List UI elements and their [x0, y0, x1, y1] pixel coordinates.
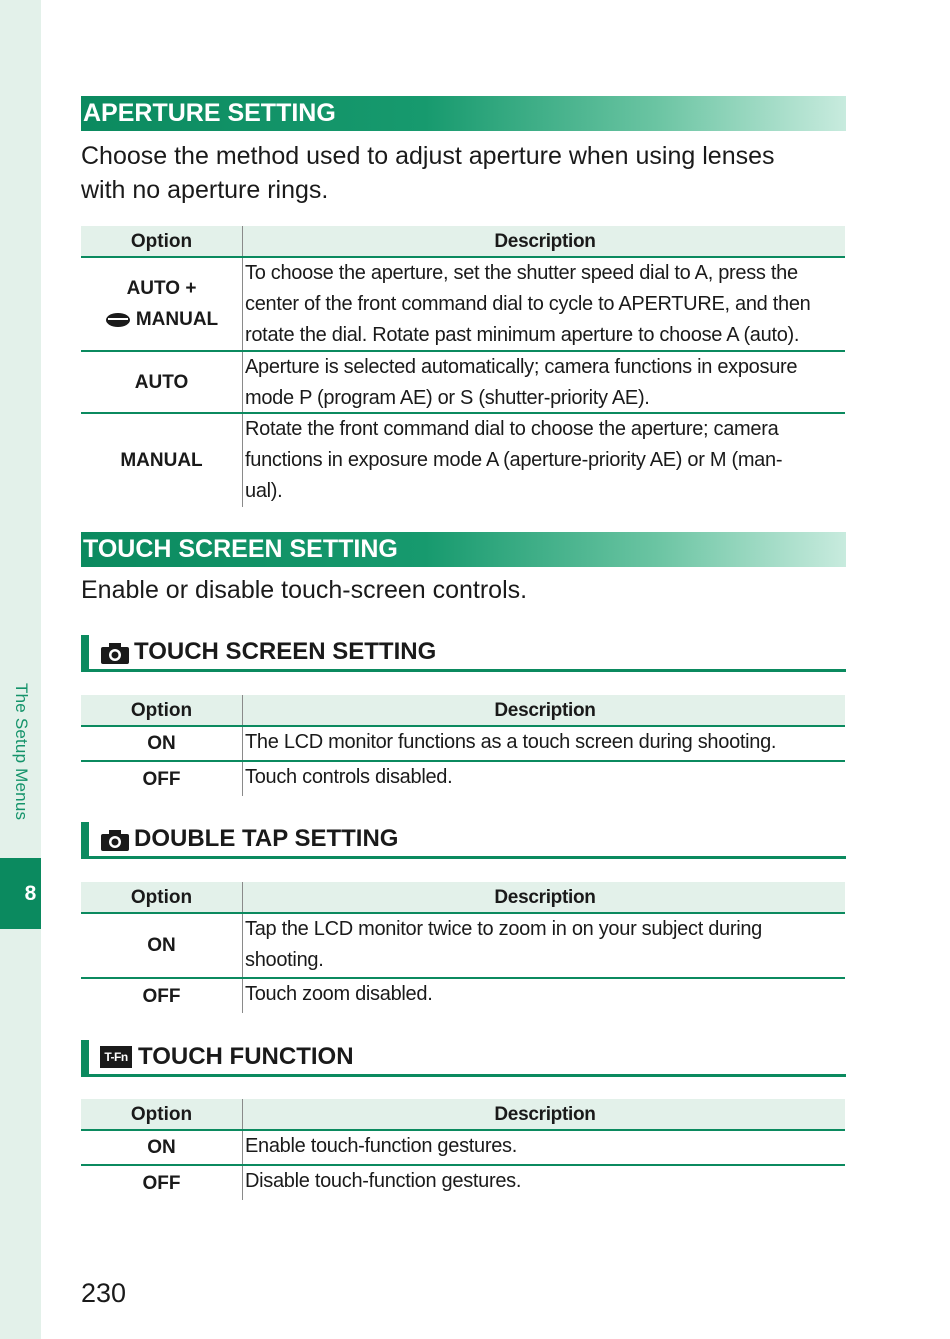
desc-line: center of the front command dial to cycle to APERTURE, and then [245, 293, 811, 315]
col-description-header: Description [494, 699, 596, 721]
table-row [81, 979, 845, 1013]
option-cell: ON [81, 914, 243, 977]
table-row [81, 914, 845, 979]
aperture-intro [81, 139, 846, 207]
page-number: 230 [81, 1278, 127, 1308]
description-cell: Touch zoom disabled. [245, 983, 433, 1005]
option-cell: ON [81, 1131, 243, 1164]
camera-icon [100, 828, 130, 852]
table-header-row [81, 226, 845, 258]
option-cell: AUTO [81, 352, 243, 412]
desc-line: rotate the dial. Rotate past minimum aperture to choose A (auto). [245, 324, 800, 346]
subsection-bar [81, 635, 89, 669]
option-cell: OFF [81, 1166, 243, 1200]
option-cell: OFF [81, 762, 243, 796]
subsection-title: DOUBLE TAP SETTING [134, 825, 399, 852]
description-cell: Disable touch-function gestures. [245, 1170, 522, 1192]
table-row [81, 352, 845, 414]
touch-intro: Enable or disable touch-screen controls. [81, 576, 528, 604]
table-row [81, 762, 845, 796]
table-header-row [81, 695, 845, 727]
camera-icon [100, 641, 130, 665]
col-option-header: Option [81, 1099, 243, 1129]
chapter-number: 8 [0, 858, 41, 929]
touch-function-icon: T-Fn [100, 1046, 132, 1068]
desc-line: shooting. [245, 949, 324, 971]
option-cell: OFF [81, 979, 243, 1013]
subsection-header-touch-function [81, 1040, 846, 1077]
description-cell [243, 414, 845, 507]
table-header-row [81, 882, 845, 914]
table-row [81, 1166, 845, 1200]
description-cell: Enable touch-function gestures. [245, 1135, 517, 1157]
col-description-header: Description [494, 230, 596, 252]
aperture-intro-line-2: with no aperture rings. [81, 176, 329, 204]
subsection-title: TOUCH FUNCTION [138, 1043, 354, 1070]
desc-line: Rotate the front command dial to choose the aperture; camera [245, 418, 779, 440]
option-cell: ON [81, 727, 243, 760]
col-option-header: Option [81, 882, 243, 912]
subsection-bar [81, 822, 89, 856]
subsection-header-touch-screen [81, 635, 846, 672]
col-description-header: Description [494, 1103, 596, 1125]
desc-line: functions in exposure mode A (aperture-priority AE) or M (man- [245, 449, 783, 471]
desc-line: Tap the LCD monitor twice to zoom in on your subject during [245, 918, 763, 940]
table-row [81, 727, 845, 762]
desc-line: mode P (program AE) or S (shutter-priority AE). [245, 387, 650, 409]
aperture-setting-header: APERTURE SETTING [81, 96, 846, 131]
description-cell [243, 914, 845, 977]
description-cell: Touch controls disabled. [245, 766, 453, 788]
desc-line: Aperture is selected automatically; camera functions in exposure [245, 356, 798, 378]
option-manual-label: MANUAL [135, 309, 219, 330]
table-row [81, 258, 845, 352]
desc-line: ual). [245, 480, 283, 502]
desc-line: To choose the aperture, set the shutter speed dial to A, press the [245, 262, 798, 284]
option-cell [81, 258, 243, 350]
col-option-header: Option [81, 695, 243, 725]
table-header-row [81, 1099, 845, 1131]
command-dial-icon [105, 312, 131, 328]
col-description-header: Description [494, 886, 596, 908]
col-option-header: Option [81, 226, 243, 256]
subsection-title: TOUCH SCREEN SETTING [134, 638, 437, 665]
description-cell [243, 258, 845, 350]
option-manual-with-icon [105, 304, 218, 335]
aperture-intro-line-1: Choose the method used to adjust aperture when using lenses [81, 142, 775, 170]
option-cell: MANUAL [81, 414, 243, 507]
table-row [81, 414, 845, 507]
subsection-header-double-tap [81, 822, 846, 859]
subsection-bar [81, 1040, 89, 1074]
description-cell: The LCD monitor functions as a touch screen during shooting. [245, 731, 777, 753]
option-auto-plus: AUTO + [126, 278, 197, 299]
side-tab-label: The Setup Menus [12, 683, 31, 821]
table-row [81, 1131, 845, 1166]
description-cell [243, 352, 845, 412]
side-tab [0, 0, 41, 1339]
touch-screen-setting-header: TOUCH SCREEN SETTING [81, 532, 846, 567]
